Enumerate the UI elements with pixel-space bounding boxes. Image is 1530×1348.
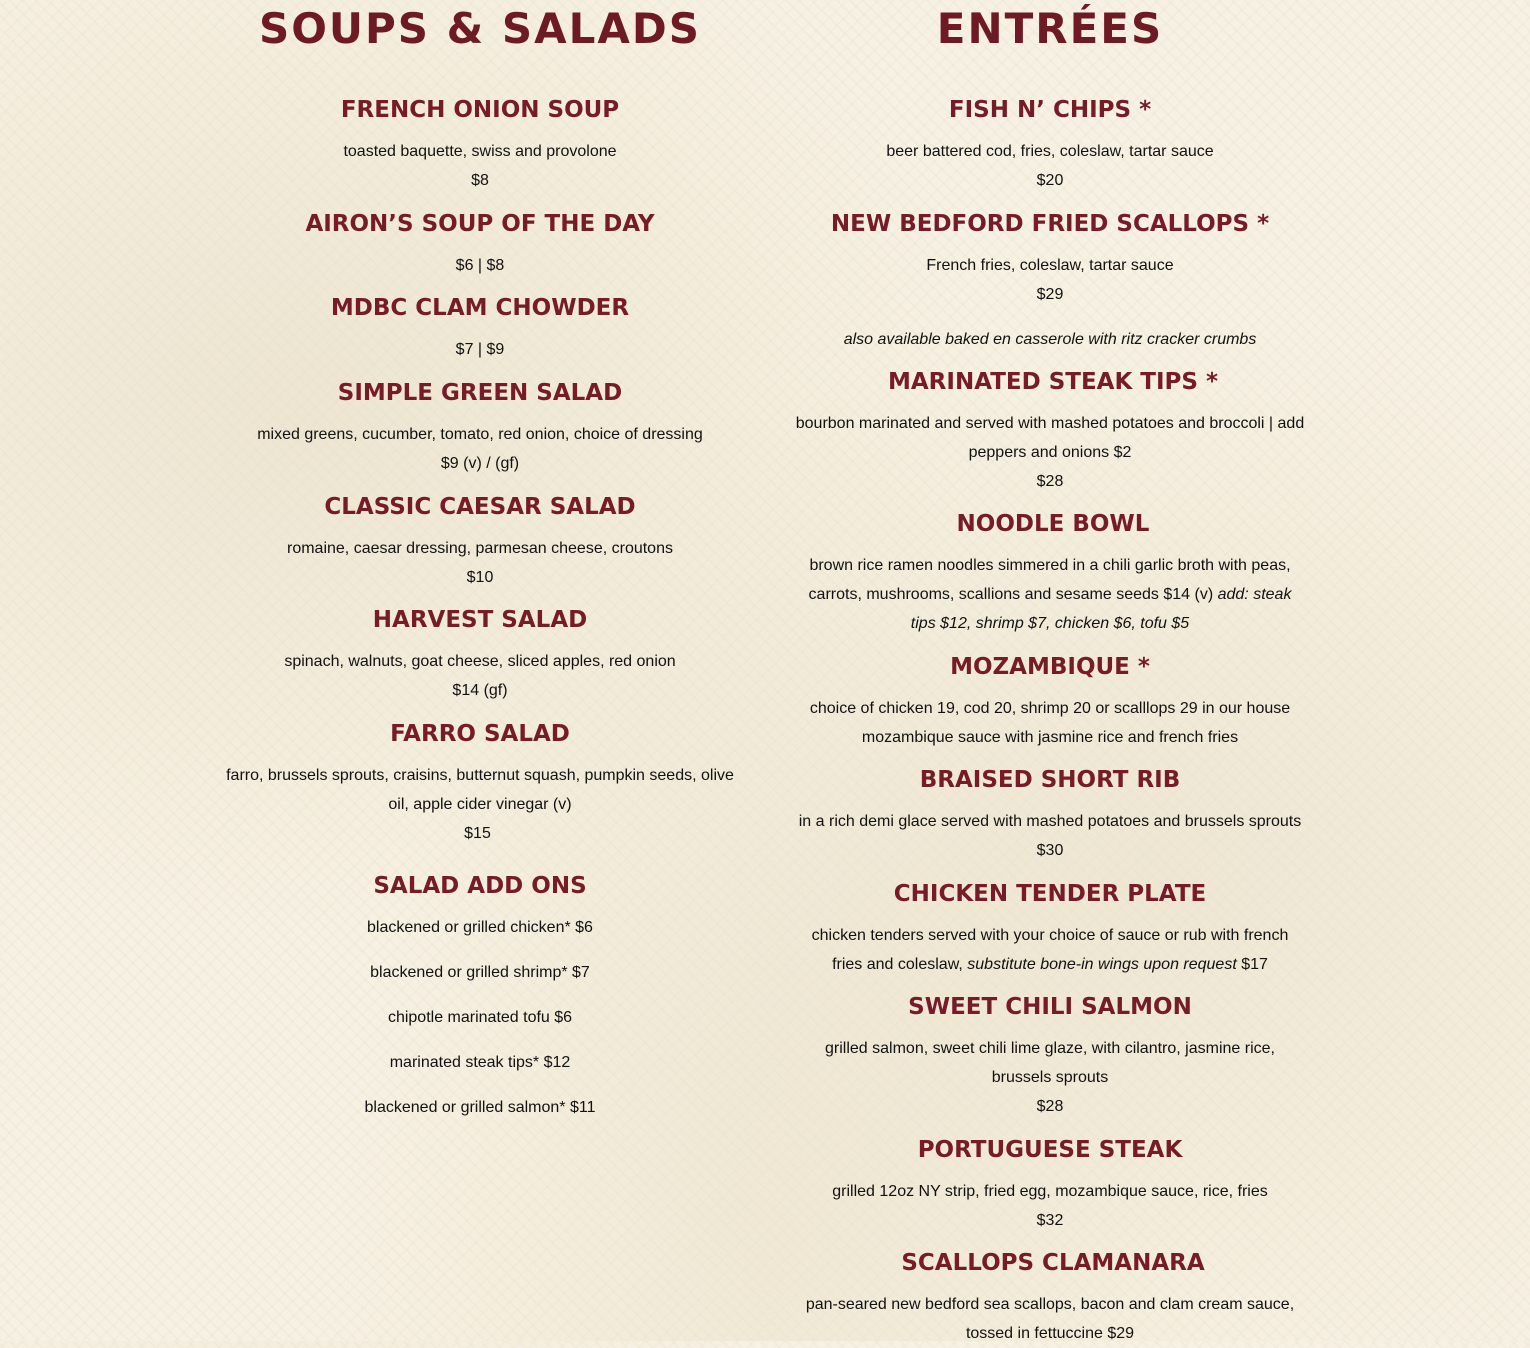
item-description: romaine, caesar dressing, parmesan cheese, croutons	[287, 540, 673, 557]
item-price: $9 (v) / (gf)	[440, 455, 520, 472]
item-name: FARRO SALAD	[390, 721, 570, 747]
salad-add-ons	[210, 871, 750, 1122]
item-description-line	[780, 580, 1320, 609]
item-price: $8	[471, 172, 489, 189]
menu-item-fish-n-chips	[780, 95, 1320, 195]
menu-item-french-onion-soup	[210, 95, 750, 195]
item-description-line: chicken tenders served with your choice of sauce or rub with french	[811, 927, 1289, 944]
item-add-ons-text: tips $12, shrimp $7, chicken $6, tofu $5	[910, 615, 1190, 632]
item-name: NEW BEDFORD FRIED SCALLOPS *	[830, 211, 1270, 237]
item-name: CHICKEN TENDER PLATE	[893, 881, 1207, 907]
add-on-item: blackened or grilled chicken* $6	[367, 919, 593, 936]
add-on-item: marinated steak tips* $12	[389, 1054, 571, 1071]
item-description: beer battered cod, fries, coleslaw, tartar sauce	[886, 143, 1214, 160]
item-description-line: bourbon marinated and served with mashed potatoes and broccoli | add	[795, 415, 1305, 432]
item-price: $14 (gf)	[452, 682, 508, 699]
entrees-heading: ENTRÉES	[936, 4, 1164, 53]
item-description: grilled 12oz NY strip, fried egg, mozambique sauce, rice, fries	[832, 1183, 1268, 1200]
menu-item-short-rib	[780, 765, 1320, 865]
add-on-item: chipotle marinated tofu $6	[387, 1009, 573, 1026]
item-name: MOZAMBIQUE *	[950, 654, 1150, 680]
item-name: MDBC CLAM CHOWDER	[330, 295, 630, 321]
item-price: $6 | $8	[455, 257, 505, 274]
menu-item-portuguese-steak	[780, 1135, 1320, 1235]
item-substitution-text: substitute bone-in wings upon request	[967, 956, 1237, 973]
item-price: $28	[1036, 473, 1064, 490]
menu-item-steak-tips	[780, 367, 1320, 496]
menu-item-caesar-salad	[210, 492, 750, 592]
menu-item-harvest-salad	[210, 605, 750, 705]
item-description-line	[780, 950, 1320, 979]
item-description-line: choice of chicken 19, cod 20, shrimp 20 or scalllops 29 in our house	[809, 700, 1291, 717]
item-price: $20	[1036, 172, 1064, 189]
item-name: CLASSIC CAESAR SALAD	[324, 494, 636, 520]
item-description-line: grilled salmon, sweet chili lime glaze, with cilantro, jasmine rice,	[825, 1040, 1275, 1057]
soups-salads-heading: SOUPS & SALADS	[258, 4, 702, 53]
menu-item-fried-scallops	[780, 209, 1320, 354]
item-price: $30	[1036, 842, 1064, 859]
item-name: SIMPLE GREEN SALAD	[337, 380, 623, 406]
item-name: PORTUGUESE STEAK	[917, 1137, 1183, 1163]
item-description-text: fries and coleslaw,	[832, 956, 968, 973]
item-price: $17	[1236, 956, 1268, 973]
item-description: French fries, coleslaw, tartar sauce	[926, 257, 1174, 274]
menu-item-chicken-tender-plate	[780, 879, 1320, 979]
add-on-item: blackened or grilled salmon* $11	[364, 1099, 596, 1116]
item-name: FISH N’ CHIPS *	[948, 97, 1152, 123]
item-description-line: farro, brussels sprouts, craisins, butternut squash, pumpkin seeds, olive	[226, 767, 734, 784]
item-description: in a rich demi glace served with mashed potatoes and brussels sprouts	[798, 813, 1302, 830]
item-price: $29	[1036, 286, 1064, 303]
menu-item-sweet-chili-salmon	[780, 992, 1320, 1121]
item-name: MARINATED STEAK TIPS *	[887, 369, 1219, 395]
item-description: toasted baquette, swiss and provolone	[343, 143, 617, 160]
item-name: AIRON’S SOUP OF THE DAY	[305, 211, 655, 237]
item-name: FRENCH ONION SOUP	[340, 97, 620, 123]
item-description-text: carrots, mushrooms, scallions and sesame seeds $14 (v)	[808, 586, 1218, 603]
item-description-line: mozambique sauce with jasmine rice and french fries	[861, 729, 1239, 746]
add-ons-heading: SALAD ADD ONS	[373, 873, 587, 899]
item-price: $15	[464, 825, 491, 842]
menu-item-farro-salad	[210, 719, 750, 848]
item-description-line: peppers and onions $2	[968, 444, 1132, 461]
item-name: BRAISED SHORT RIB	[919, 767, 1181, 793]
item-name: HARVEST SALAD	[372, 607, 588, 633]
item-price: $7 | $9	[455, 341, 505, 358]
item-add-ons-text: add: steak	[1217, 586, 1292, 603]
item-description: mixed greens, cucumber, tomato, red onion, choice of dressing	[257, 426, 703, 443]
item-description: spinach, walnuts, goat cheese, sliced apples, red onion	[284, 653, 676, 670]
add-on-item: blackened or grilled shrimp* $7	[370, 964, 590, 981]
item-name: SCALLOPS CLAMANARA	[901, 1250, 1205, 1276]
menu-item-scallops-clamanara	[780, 1248, 1320, 1348]
menu-item-soup-of-the-day	[210, 209, 750, 280]
item-description-line: tossed in fettuccine $29	[965, 1325, 1135, 1342]
menu-item-simple-green-salad	[210, 378, 750, 478]
menu-item-clam-chowder	[210, 293, 750, 364]
item-price: $10	[466, 569, 494, 586]
menu-item-mozambique	[780, 652, 1320, 752]
item-name: SWEET CHILI SALMON	[908, 994, 1192, 1020]
item-description-line: oil, apple cider vinegar (v)	[388, 796, 572, 813]
item-description-line: brown rice ramen noodles simmered in a chili garlic broth with peas,	[809, 557, 1291, 574]
item-name: NOODLE BOWL	[956, 511, 1150, 537]
item-description-line: pan-seared new bedford sea scallops, bacon and clam cream sauce,	[805, 1296, 1295, 1313]
item-price: $28	[1036, 1098, 1064, 1115]
item-price: $32	[1036, 1212, 1064, 1229]
menu-item-noodle-bowl	[780, 509, 1320, 638]
item-description-line: brussels sprouts	[991, 1069, 1109, 1086]
item-note: also available baked en casserole with ritz cracker crumbs	[843, 331, 1257, 348]
